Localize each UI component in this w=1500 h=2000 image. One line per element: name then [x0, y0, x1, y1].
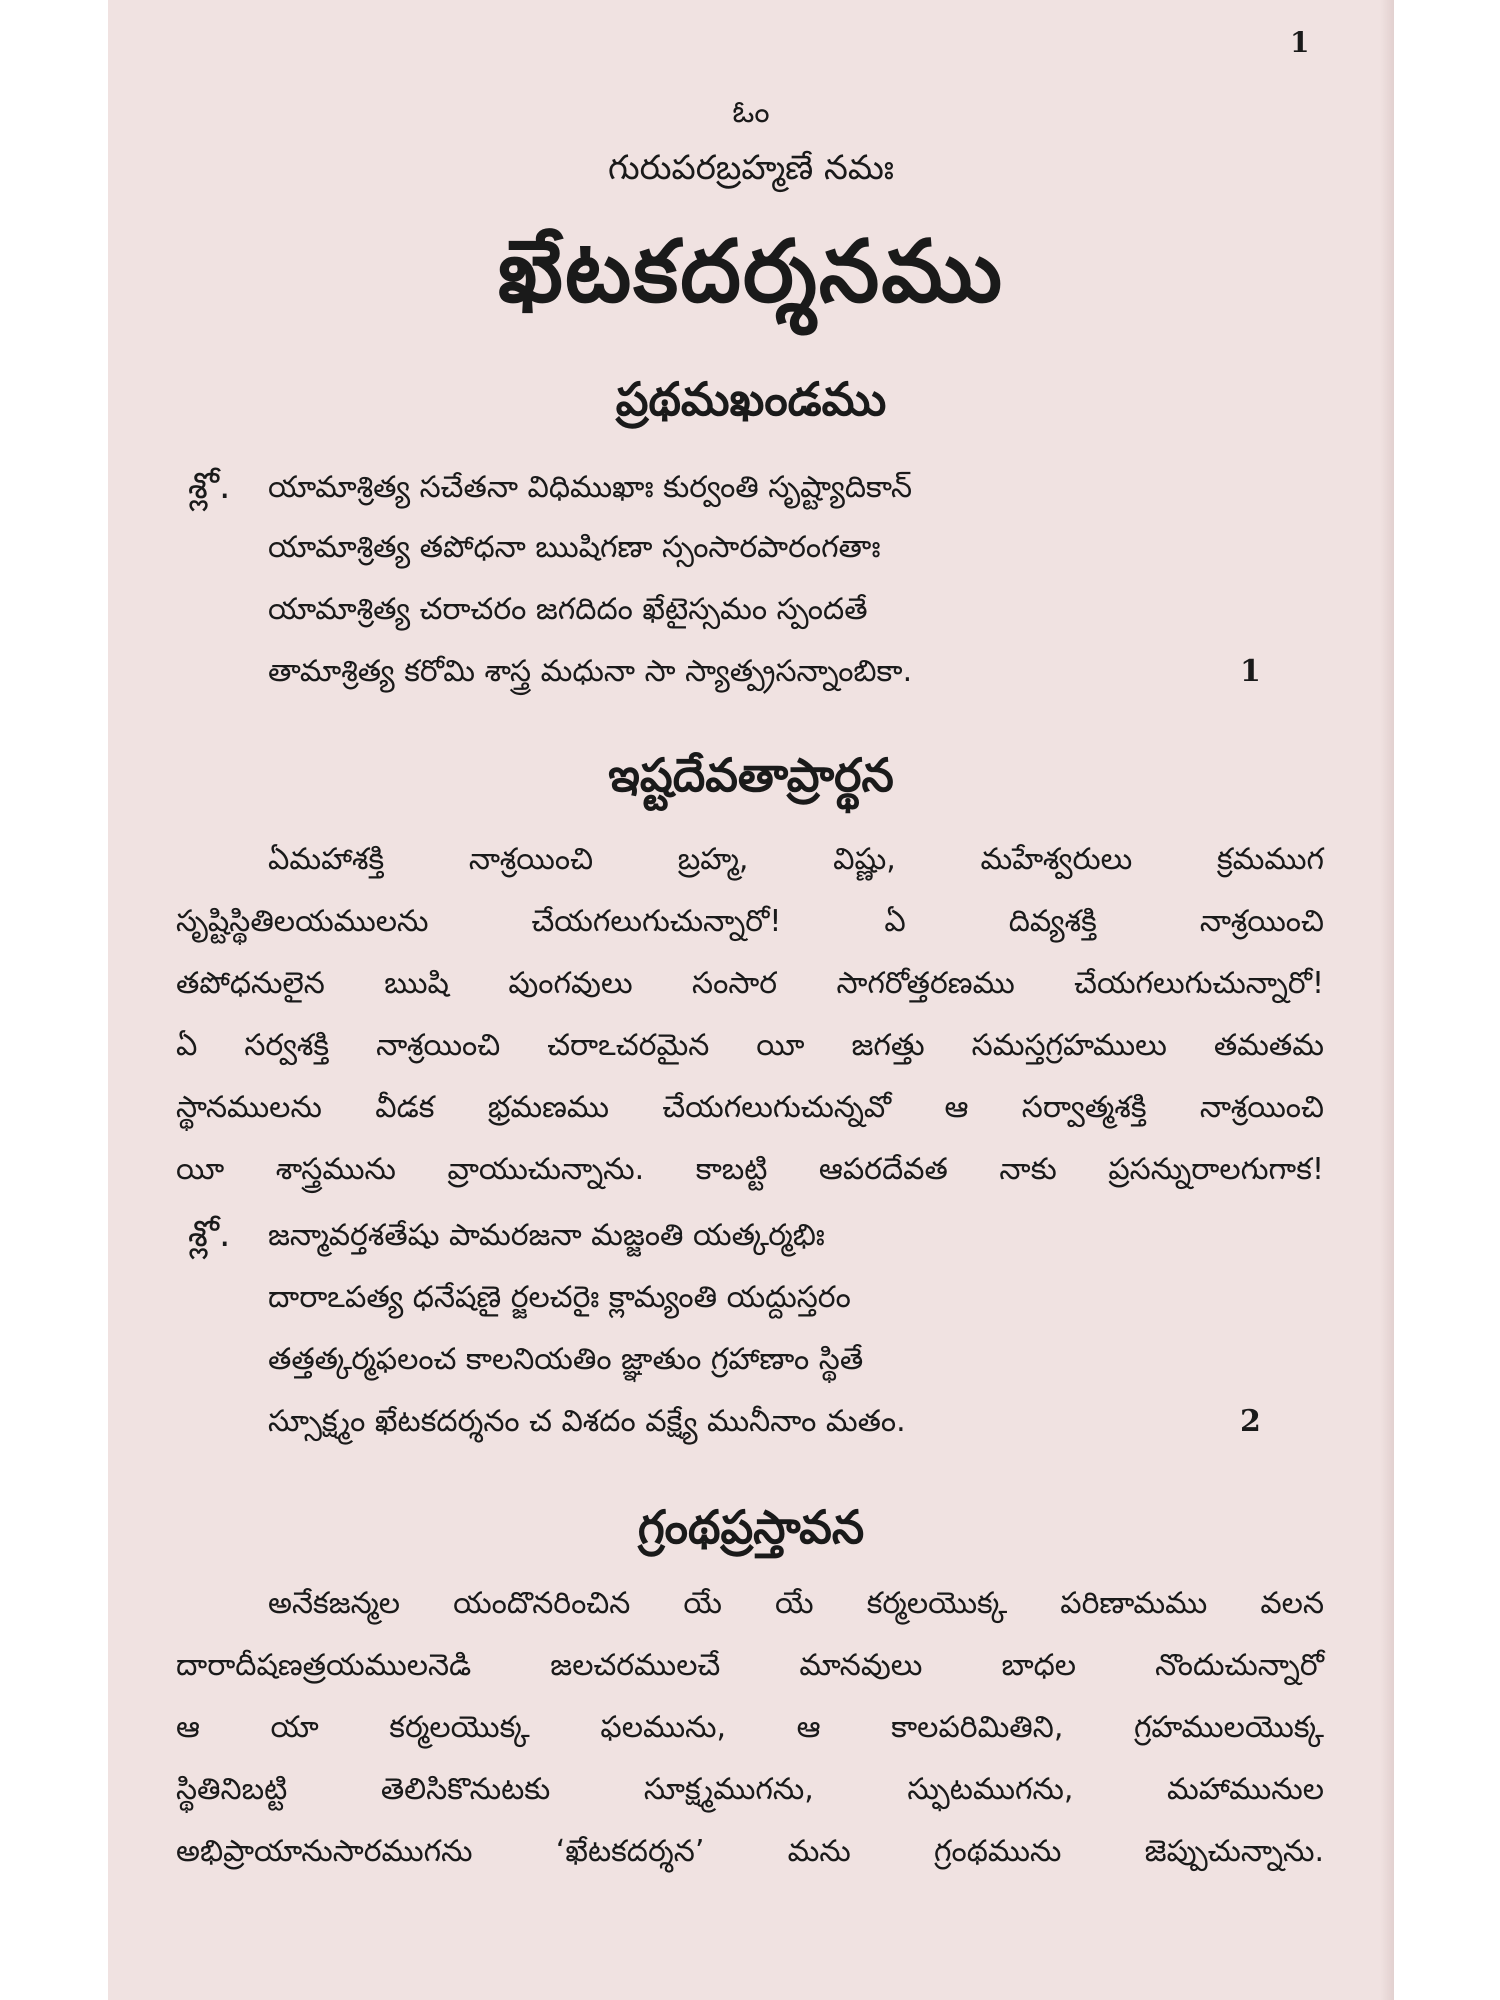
verse2-line-1: జన్మావర్తశతేషు పామరజనా మజ్జంతి యత్కర్మభిః: [268, 1218, 825, 1253]
para2-line-1: అనేకజన్మల యందొనరించిన యే యే కర్మలయొక్క పరిణామము వలన: [268, 1586, 1324, 1621]
para1-line-3: తపోధనులైన ఋషి పుంగవులు సంసార సాగరోత్తరణము చేయగలుగుచున్నారో!: [176, 966, 1324, 1001]
invocation-line: గురుపరబ్రహ్మణే నమః: [608, 148, 894, 188]
verse2-line-3: తత్తత్కర్మఫలంచ కాలనియతిం జ్ఞాతుం గ్రహాణాం స్థితే: [268, 1342, 864, 1377]
para1-line-6: యీ శాస్త్రమును వ్రాయుచున్నాను. కాబట్టి ఆపరదేవత నాకు ప్రసన్నురాలగుగాక!: [176, 1152, 1324, 1187]
book-title: ఖేటకదర్శనము: [497, 222, 1004, 322]
verse1-line-3: యామాశ్రిత్య చరాచరం జగదిదం ఖేటైస్సమం స్పందతే: [268, 592, 868, 627]
section-heading-grantha-prastavana: గ్రంథప్రస్తావన: [637, 1500, 865, 1554]
section-heading-ishta-devata-prarthana: ఇష్టదేవతాప్రార్థన: [608, 748, 894, 802]
verse1-line-4: తామాశ్రిత్య కరోమి శాస్త్ర మధునా సా స్యాత్ప్రసన్నాంబికా.: [268, 654, 913, 689]
para2-line-5: అభిప్రాయానుసారముగను ‘ఖేటకదర్శన’ మను గ్రంథమును జెప్పుచున్నాను.: [176, 1834, 1324, 1869]
para1-line-4: ఏ సర్వశక్తి నాశ్రయించి చరాఽచరమైన యీ జగత్తు సమస్తగ్రహములు తమతమ: [176, 1028, 1324, 1063]
section-heading-prathama-khandamu: ప్రథమఖండము: [615, 372, 887, 426]
para2-line-2: దారాదీషణత్రయములనెడి జలచరములచే మానవులు బాధల నొందుచున్నారో: [176, 1648, 1324, 1683]
verse-label: శ్లో.: [188, 1214, 231, 1255]
para2-line-3: ఆ యా కర్మలయొక్క ఫలమును, ఆ కాలపరిమితిని, గ్రహములయొక్క: [176, 1710, 1324, 1745]
para1-line-1: ఏమహాశక్తి నాశ్రయించి బ్రహ్మ, విష్ణు, మహేశ్వరులు క్రమముగ: [268, 842, 1324, 877]
verse2-number: 2: [1240, 1404, 1261, 1439]
verse2-line-4: స్సూక్ష్మం ఖేటకదర్శనం చ విశదం వక్ష్యే మునీనాం మతం.: [268, 1404, 906, 1439]
verse2-line-2: దారాఽపత్య ధనేషణై ర్జలచరైః క్లామ్యంతి యద్దుస్తరం: [268, 1280, 851, 1315]
verse1-line-1: యామాశ్రిత్య సచేతనా విధిముఖాః కుర్వంతి సృష్ట్యాదికాన్: [268, 470, 913, 505]
verse-label: శ్లో.: [188, 466, 231, 507]
para2-line-4: స్థితినిబట్టి తెలిసికొనుటకు సూక్ష్మముగను, స్ఫుటముగను, మహామునుల: [176, 1772, 1324, 1807]
para1-line-5: స్థానములను వీడక భ్రమణము చేయగలుగుచున్నవో ఆ సర్వాత్మశక్తి నాశ్రయించి: [176, 1090, 1324, 1125]
om-invocation: ఓం: [732, 95, 770, 130]
verse1-number: 1: [1240, 654, 1261, 689]
para1-line-2: సృష్టిస్థితిలయములను చేయగలుగుచున్నారో! ఏ దివ్యశక్తి నాశ్రయించి: [176, 904, 1324, 939]
page-number: 1: [1290, 26, 1310, 59]
verse1-line-2: యామాశ్రిత్య తపోధనా ఋషిగణా స్సంసారపారంగతాః: [268, 530, 881, 565]
